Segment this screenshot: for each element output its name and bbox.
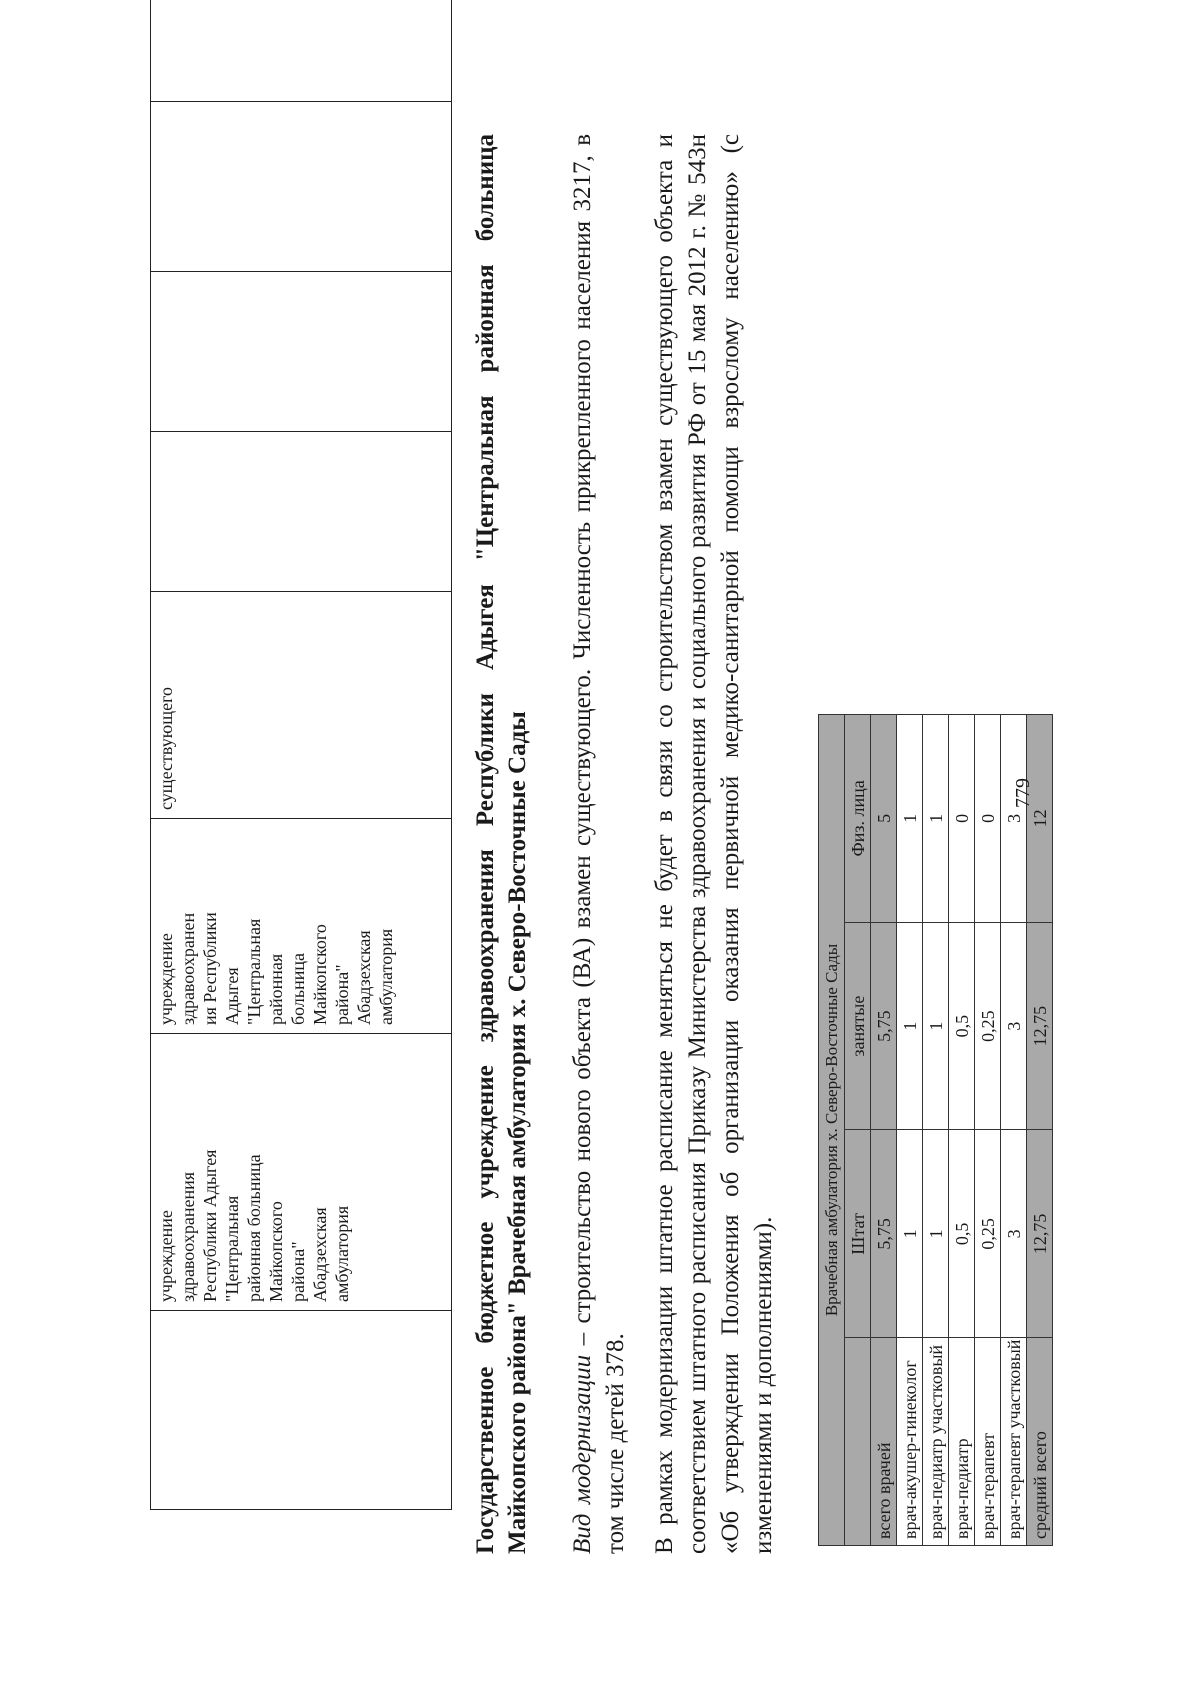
row-shtat-cell: 5,75 xyxy=(871,1130,897,1338)
header-cell-shtat: Штат xyxy=(845,1130,871,1338)
table-row xyxy=(871,715,897,1546)
table-cell-empty xyxy=(151,0,452,102)
cell-text-line: районная xyxy=(266,953,286,1025)
row-name-cell: врач-педиатр xyxy=(949,1338,975,1546)
row-name-cell: всего врачей xyxy=(871,1338,897,1546)
table-row xyxy=(923,715,949,1546)
row-shtat-cell: 1 xyxy=(897,1130,923,1338)
row-fiz-cell: 5 xyxy=(871,715,897,923)
continuation-table-row xyxy=(151,0,452,1510)
cell-text-line: Адыгея xyxy=(222,967,242,1025)
staff-table-title: Врачебная амбулатория х. Северо-Восточные Сады xyxy=(819,715,845,1546)
row-name-cell: врач-педиатр участковый xyxy=(923,1338,949,1546)
row-name-cell: врач-терапевт участковый xyxy=(1001,1338,1027,1546)
cell-text-line: учреждение xyxy=(156,1210,176,1302)
table-cell-empty xyxy=(151,272,452,432)
header-cell-name xyxy=(845,1338,871,1546)
row-zanyatye-cell: 5,75 xyxy=(871,922,897,1130)
cell-text-line: здравоохранения xyxy=(178,1171,198,1302)
cell-text-line: Майкопского xyxy=(310,924,330,1025)
table-cell-empty xyxy=(151,1311,452,1510)
row-zanyatye-cell: 1 xyxy=(897,922,923,1130)
cell-text-line: амбулатория xyxy=(332,1205,352,1302)
cell-text-line: больница xyxy=(288,953,308,1025)
header-cell-fiz: Физ. лица xyxy=(845,715,871,923)
continuation-table xyxy=(150,0,452,1510)
table-cell-institution-2 xyxy=(151,819,452,1034)
row-shtat-cell: 0,25 xyxy=(975,1130,1001,1338)
table-row xyxy=(975,715,1001,1546)
institution-1-text xyxy=(155,1042,353,1302)
table-row xyxy=(897,715,923,1546)
cell-text-line: "Центральная xyxy=(244,918,264,1025)
cell-text-line: ия Республики xyxy=(200,912,220,1025)
row-fiz-cell: 0 xyxy=(975,715,1001,923)
cell-text-line: районная больница xyxy=(244,1154,264,1302)
table-cell-empty xyxy=(151,432,452,592)
cell-text-line: Абадзехская xyxy=(354,930,374,1025)
row-fiz-cell: 1 xyxy=(923,715,949,923)
row-shtat-cell: 0,5 xyxy=(949,1130,975,1338)
row-shtat-cell: 1 xyxy=(923,1130,949,1338)
row-zanyatye-cell: 3 xyxy=(1001,922,1027,1130)
table-cell-empty xyxy=(151,102,452,272)
row-zanyatye-cell: 12,75 xyxy=(1027,922,1053,1130)
object-type-text: существующего xyxy=(156,686,176,810)
modernization-text: – строительство нового объекта (ВА) взамен существующего. Численность прикрепленного населения 3217, в том числе детей 378. xyxy=(569,134,629,1554)
cell-text-line: Майкопского xyxy=(266,1201,286,1302)
staff-table-header-row xyxy=(845,715,871,1546)
cell-text-line: здравоохранен xyxy=(178,912,198,1025)
row-zanyatye-cell: 1 xyxy=(923,922,949,1130)
row-shtat-cell: 12,75 xyxy=(1027,1130,1053,1338)
cell-text-line: учреждение xyxy=(156,933,176,1025)
table-cell-type xyxy=(151,592,452,819)
header-cell-zanyatye: занятые xyxy=(845,922,871,1130)
cell-text-line: района" xyxy=(288,1241,308,1302)
modernization-label: Вид модернизации xyxy=(569,1354,596,1554)
staff-table xyxy=(818,714,1053,1546)
table-row xyxy=(1001,715,1027,1546)
row-zanyatye-cell: 0,5 xyxy=(949,922,975,1130)
row-fiz-cell: 1 xyxy=(897,715,923,923)
row-name-cell: средний всего xyxy=(1027,1338,1053,1546)
staffing-paragraph: В рамках модернизации штатное расписание меняться не будет в связи со строительством взамен существующего объекта и соответствием штатного расписания Приказу Министерства здравоохранения и социального развития РФ от 15 мая 2012 г. № 543н «Об утверждении Положения об организации оказания первичной медико-санитарной помощи взрослому населению» (с изменениями и дополнениями). xyxy=(651,134,777,1554)
table-row xyxy=(949,715,975,1546)
cell-text-line: Абадзехская xyxy=(310,1207,330,1302)
row-fiz-cell: 3 xyxy=(1001,715,1027,923)
row-zanyatye-cell: 0,25 xyxy=(975,922,1001,1130)
row-fiz-cell: 12 xyxy=(1027,715,1053,923)
row-shtat-cell: 3 xyxy=(1001,1130,1027,1338)
cell-text-line: амбулатория xyxy=(376,928,396,1025)
row-name-cell: врач-акушер-гинеколог xyxy=(897,1338,923,1546)
staff-table-title-row xyxy=(819,715,845,1546)
section-heading: Государственное бюджетное учреждение здравоохранения Республики Адыгея "Центральная районная больница Майкопского района" Врачебная амбулатория х. Северо-Восточные Сады xyxy=(472,134,531,1554)
cell-text-line: "Центральная xyxy=(222,1195,242,1302)
row-name-cell: врач-терапевт xyxy=(975,1338,1001,1546)
cell-text-line: района" xyxy=(332,964,352,1025)
row-fiz-cell: 0 xyxy=(949,715,975,923)
modernization-paragraph xyxy=(566,134,632,1554)
page-number: 779 xyxy=(1012,778,1034,808)
institution-2-text xyxy=(155,827,397,1025)
table-cell-institution-1 xyxy=(151,1034,452,1311)
cell-text-line: Республики Адыгея xyxy=(200,1149,220,1302)
staff-table-body xyxy=(871,715,1053,1546)
table-row xyxy=(1027,715,1053,1546)
